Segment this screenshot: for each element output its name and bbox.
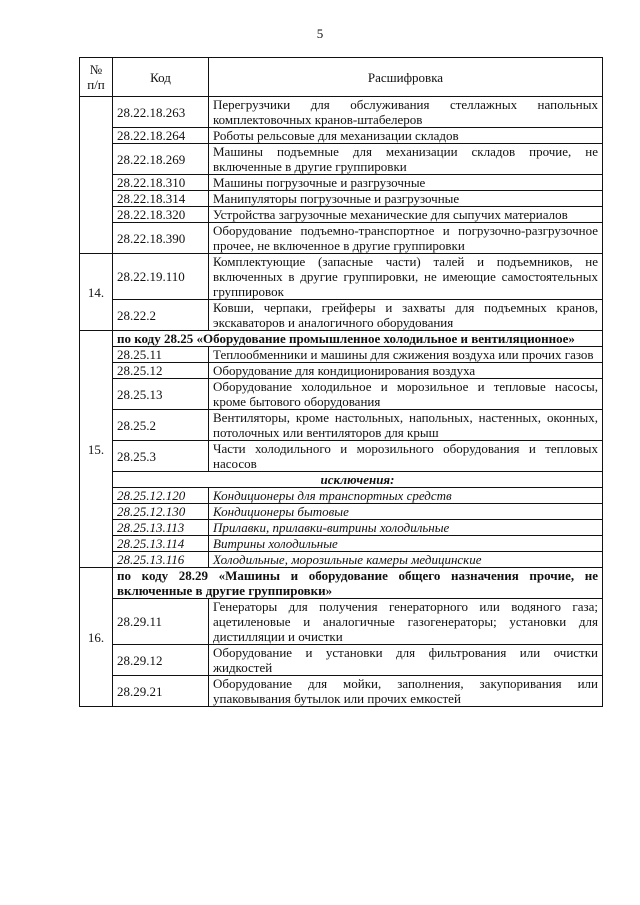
code-cell: 28.22.18.314 (113, 191, 209, 207)
code-cell: 28.25.13 (113, 379, 209, 410)
code-cell: 28.25.13.114 (113, 536, 209, 552)
code-cell: 28.25.12.120 (113, 488, 209, 504)
desc-cell: Оборудование и установки для фильтрования или очистки жидкостей (209, 645, 603, 676)
code-cell: 28.29.21 (113, 676, 209, 707)
desc-cell: Комплектующие (запасные части) талей и подъемников, не включенных в другие группировки, не имеющие самостоятельных группировок (209, 254, 603, 300)
code-cell: 28.29.11 (113, 599, 209, 645)
code-cell: 28.29.12 (113, 645, 209, 676)
table-row (80, 410, 603, 441)
desc-cell: Кондиционеры для транспортных средств (209, 488, 603, 504)
code-cell: 28.25.11 (113, 347, 209, 363)
code-cell: 28.22.18.269 (113, 144, 209, 175)
desc-cell: Оборудование для мойки, заполнения, закупоривания или упаковывания бутылок или прочих емкостей (209, 676, 603, 707)
code-cell: 28.22.18.310 (113, 175, 209, 191)
group-row (80, 568, 603, 599)
desc-cell: Генераторы для получения генераторного или водяного газа; ацетиленовые и аналогичные газогенераторы; установки для дистилляции и очистки (209, 599, 603, 645)
desc-cell: Роботы рельсовые для механизации складов (209, 128, 603, 144)
table-row (80, 379, 603, 410)
num-cell-16: 16. (80, 568, 113, 707)
desc-cell: Манипуляторы погрузочные и разгрузочные (209, 191, 603, 207)
page-number: 5 (316, 26, 324, 41)
table-row (80, 175, 603, 191)
desc-cell: Ковши, черпаки, грейферы и захваты для подъемных кранов, экскаваторов и аналогичного оборудования (209, 300, 603, 331)
table-row (80, 207, 603, 223)
code-cell: 28.22.19.110 (113, 254, 209, 300)
exclusion-row (80, 504, 603, 520)
code-cell: 28.25.12 (113, 363, 209, 379)
group-heading: по коду 28.29 «Машины и оборудование общего назначения прочие, не включенные в другие группировки» (113, 568, 603, 599)
header-desc: Расшифровка (209, 58, 603, 97)
desc-cell: Части холодильного и морозильного оборудования и тепловых насосов (209, 441, 603, 472)
code-cell: 28.22.18.263 (113, 97, 209, 128)
desc-cell: Перегрузчики для обслуживания стеллажных напольных комплектовочных кранов-штабелеров (209, 97, 603, 128)
num-cell-15: 15. (80, 331, 113, 568)
exclusions-heading: исключения: (113, 472, 603, 488)
desc-cell: Кондиционеры бытовые (209, 504, 603, 520)
desc-cell: Прилавки, прилавки-витрины холодильные (209, 520, 603, 536)
code-cell: 28.25.13.116 (113, 552, 209, 568)
num-cell-13 (80, 97, 113, 254)
header-num: № п/п (80, 58, 113, 97)
table-header-row (80, 58, 603, 97)
code-cell: 28.22.18.320 (113, 207, 209, 223)
desc-cell: Теплообменники и машины для сжижения воздуха или прочих газов (209, 347, 603, 363)
table-row (80, 97, 603, 128)
exclusion-row (80, 488, 603, 504)
table-row (80, 128, 603, 144)
desc-cell: Вентиляторы, кроме настольных, напольных, настенных, оконных, потолочных или вентиляторов для крыш (209, 410, 603, 441)
group-row (80, 331, 603, 347)
exclusion-row (80, 536, 603, 552)
table-row (80, 347, 603, 363)
desc-cell: Холодильные, морозильные камеры медицинские (209, 552, 603, 568)
code-cell: 28.25.3 (113, 441, 209, 472)
desc-cell: Оборудование подъемно-транспортное и погрузочно-разгрузочное прочее, не включенное в другие группировки (209, 223, 603, 254)
code-cell: 28.22.18.390 (113, 223, 209, 254)
table-row (80, 223, 603, 254)
exclusion-row (80, 520, 603, 536)
table-row (80, 441, 603, 472)
desc-cell: Устройства загрузочные механические для сыпучих материалов (209, 207, 603, 223)
code-cell: 28.25.13.113 (113, 520, 209, 536)
exclusions-heading-row (80, 472, 603, 488)
table-row (80, 363, 603, 379)
code-cell: 28.22.2 (113, 300, 209, 331)
classification-table (79, 57, 603, 707)
table-row (80, 676, 603, 707)
desc-cell: Оборудование для кондиционирования воздуха (209, 363, 603, 379)
table-row (80, 144, 603, 175)
table-row (80, 599, 603, 645)
table-row (80, 645, 603, 676)
desc-cell: Машины погрузочные и разгрузочные (209, 175, 603, 191)
code-cell: 28.25.2 (113, 410, 209, 441)
desc-cell: Машины подъемные для механизации складов прочие, не включенные в другие группировки (209, 144, 603, 175)
code-cell: 28.22.18.264 (113, 128, 209, 144)
group-heading: по коду 28.25 «Оборудование промышленное холодильное и вентиляционное» (113, 331, 603, 347)
desc-cell: Оборудование холодильное и морозильное и тепловые насосы, кроме бытового оборудования (209, 379, 603, 410)
code-cell: 28.25.12.130 (113, 504, 209, 520)
table-row (80, 254, 603, 300)
desc-cell: Витрины холодильные (209, 536, 603, 552)
header-code: Код (113, 58, 209, 97)
table-row (80, 300, 603, 331)
num-cell-14: 14. (80, 254, 113, 331)
table-row (80, 191, 603, 207)
exclusion-row (80, 552, 603, 568)
